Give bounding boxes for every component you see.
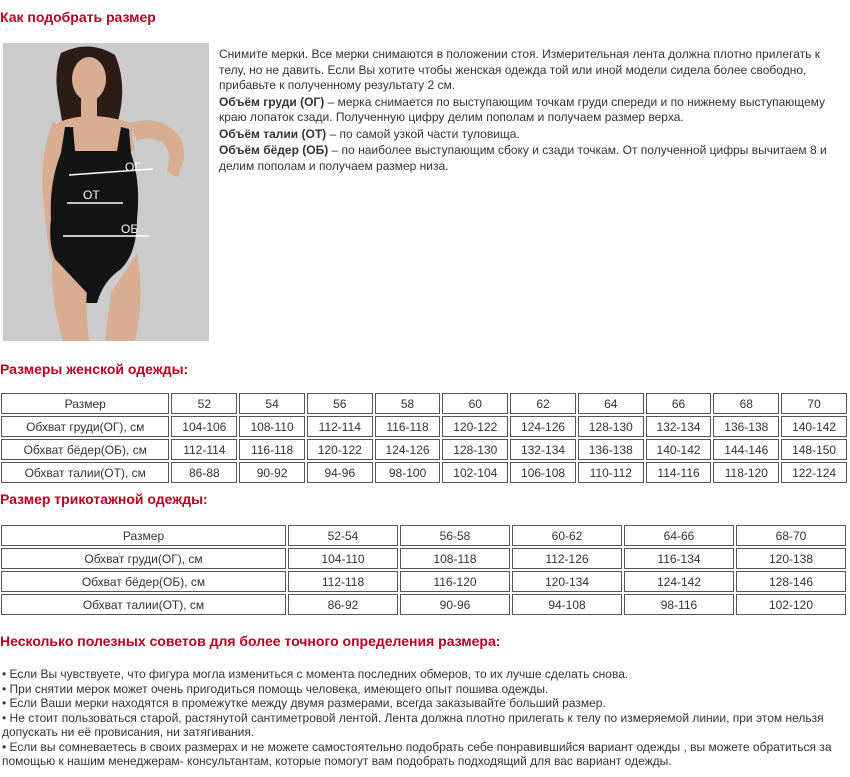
size-cell: 68: [713, 393, 779, 414]
size-cell: 104-106: [171, 416, 237, 437]
measurement-instructions: [219, 47, 847, 175]
waist-term: Объём талии (ОТ): [219, 126, 327, 141]
size-cell: 68-70: [736, 525, 846, 546]
size-cell: 90-96: [400, 594, 510, 615]
tip-item: • Если вы сомневаетесь в своих размерах и не можете самостоятельно подобрать себе понравившийся вариант одежды , вы можете обратиться за помощью к нашим менеджерам- консультантам, которые помогут вам подобрать подходящий для вас вариант одежды.: [2, 739, 832, 768]
size-cell: 112-114: [307, 416, 373, 437]
size-cell: 120-122: [442, 416, 508, 437]
row-label-cell: Обхват талии(ОТ), см: [1, 594, 286, 615]
size-cell: 66: [646, 393, 712, 414]
tip-item: • Если Вы чувствуете, что фигура могла измениться с момента последних обмеров, то их лучше сделать снова.: [2, 667, 629, 681]
model-illustration: [3, 43, 209, 341]
table-row: [1, 416, 847, 437]
size-cell: 128-130: [578, 416, 644, 437]
size-cell: 112-126: [512, 548, 622, 569]
size-cell: 98-100: [375, 462, 441, 483]
table-row: [1, 462, 847, 483]
row-label-cell: Обхват бёдер(ОБ), см: [1, 571, 286, 592]
size-cell: 60-62: [512, 525, 622, 546]
size-cell: 116-118: [239, 439, 305, 460]
size-cell: 64-66: [624, 525, 734, 546]
bust-term: Объём груди (ОГ): [219, 94, 325, 109]
tip-item: • Не стоит пользоваться старой, растянутой сантиметровой лентой. Лента должна плотно прилегать к телу по измеряемой линии, при этом нельзя допускать ни её провисания, ни затягивания.: [2, 710, 824, 739]
tips-title: Несколько полезных советов для более точного определения размера:: [0, 633, 501, 649]
size-cell: 86-88: [171, 462, 237, 483]
size-cell: 64: [578, 393, 644, 414]
waist-instruction: [219, 127, 847, 143]
table-row: [1, 571, 846, 592]
size-cell: 140-142: [646, 439, 712, 460]
intro-paragraph: Снимите мерки. Все мерки снимаются в положении стоя. Измерительная лента должна плотно прилегать к телу, но не давить. Если Вы хотите чтобы женская одежда той или иной модели сидела более свободно, прибавьте к полученному результату 2 см.: [219, 47, 820, 92]
row-label-cell: Обхват груди(ОГ), см: [1, 416, 169, 437]
size-cell: 112-114: [171, 439, 237, 460]
hips-text: – по наиболее выступающим сбоку и сзади точкам. От полученной цифры вычитаем 8 и делим пополам и получаем размер низа.: [219, 143, 827, 173]
size-cell: 116-120: [400, 571, 510, 592]
size-cell: 124-126: [375, 439, 441, 460]
women-size-table: [0, 391, 849, 485]
page-title: Как подобрать размер: [0, 9, 156, 25]
size-cell: 60: [442, 393, 508, 414]
bust-text: – мерка снимается по выступающим точкам груди спереди и по нижнему выступающему краю лопаток сзади. Полученную цифру делим пополам и получаем размер верха.: [219, 94, 826, 124]
size-cell: 102-120: [736, 594, 846, 615]
size-cell: 132-134: [646, 416, 712, 437]
size-cell: 116-134: [624, 548, 734, 569]
size-cell: 128-130: [442, 439, 508, 460]
size-cell: 90-92: [239, 462, 305, 483]
size-cell: 124-142: [624, 571, 734, 592]
size-cell: 136-138: [713, 416, 779, 437]
size-cell: 102-104: [442, 462, 508, 483]
row-label-cell: Обхват груди(ОГ), см: [1, 548, 286, 569]
table-row: [1, 439, 847, 460]
photo-label-ob: ОБ: [121, 222, 139, 236]
size-cell: 136-138: [578, 439, 644, 460]
size-cell: 132-134: [510, 439, 576, 460]
table-header-row: [1, 525, 846, 546]
row-label-cell: Обхват бёдер(ОБ), см: [1, 439, 169, 460]
row-label-cell: Размер: [1, 525, 286, 546]
waist-text: – по самой узкой части туловища.: [326, 126, 520, 141]
size-cell: 140-142: [781, 416, 847, 437]
size-cell: 124-126: [510, 416, 576, 437]
model-photo: [3, 43, 209, 341]
table-row: [1, 594, 846, 615]
size-cell: 94-96: [307, 462, 373, 483]
tips-list: [2, 667, 848, 769]
size-cell: 114-116: [646, 462, 712, 483]
size-cell: 56-58: [400, 525, 510, 546]
hips-term: Объём бёдер (ОБ): [219, 143, 329, 157]
size-cell: 128-146: [736, 571, 846, 592]
size-cell: 116-118: [375, 416, 441, 437]
size-cell: 106-108: [510, 462, 576, 483]
knitwear-sizes-title: Размер трикотажной одежды:: [0, 491, 208, 507]
size-cell: 144-146: [713, 439, 779, 460]
size-cell: 118-120: [713, 462, 779, 483]
tip-item: • При снятии мерок может очень пригодиться помощь человека, имеющего опыт пошива одежды.: [2, 681, 549, 696]
tip-item: • Если Ваши мерки находятся в промежутке между двумя размерами, всегда заказывайте больший размер.: [2, 696, 606, 710]
size-cell: 70: [781, 393, 847, 414]
size-cell: 52-54: [288, 525, 398, 546]
size-cell: 120-122: [307, 439, 373, 460]
size-cell: 148-150: [781, 439, 847, 460]
size-cell: 54: [239, 393, 305, 414]
size-cell: 120-134: [512, 571, 622, 592]
size-cell: 120-138: [736, 548, 846, 569]
photo-label-og: ОГ: [125, 160, 141, 174]
row-label-cell: Размер: [1, 393, 169, 414]
size-cell: 98-116: [624, 594, 734, 615]
size-cell: 58: [375, 393, 441, 414]
size-cell: 94-108: [512, 594, 622, 615]
table-row: [1, 548, 846, 569]
size-cell: 52: [171, 393, 237, 414]
size-cell: 110-112: [578, 462, 644, 483]
size-cell: 56: [307, 393, 373, 414]
bust-instruction: [219, 95, 847, 126]
women-sizes-title: Размеры женской одежды:: [0, 361, 189, 377]
size-cell: 122-124: [781, 462, 847, 483]
size-cell: 108-110: [239, 416, 305, 437]
size-cell: 112-118: [288, 571, 398, 592]
size-cell: 108-118: [400, 548, 510, 569]
size-cell: 62: [510, 393, 576, 414]
table-header-row: [1, 393, 847, 414]
row-label-cell: Обхват талии(ОТ), см: [1, 462, 169, 483]
size-cell: 104-110: [288, 548, 398, 569]
knitwear-size-table: [0, 523, 848, 617]
size-cell: 86-92: [288, 594, 398, 615]
photo-label-ot: ОТ: [83, 188, 100, 202]
hips-instruction: [219, 143, 847, 174]
